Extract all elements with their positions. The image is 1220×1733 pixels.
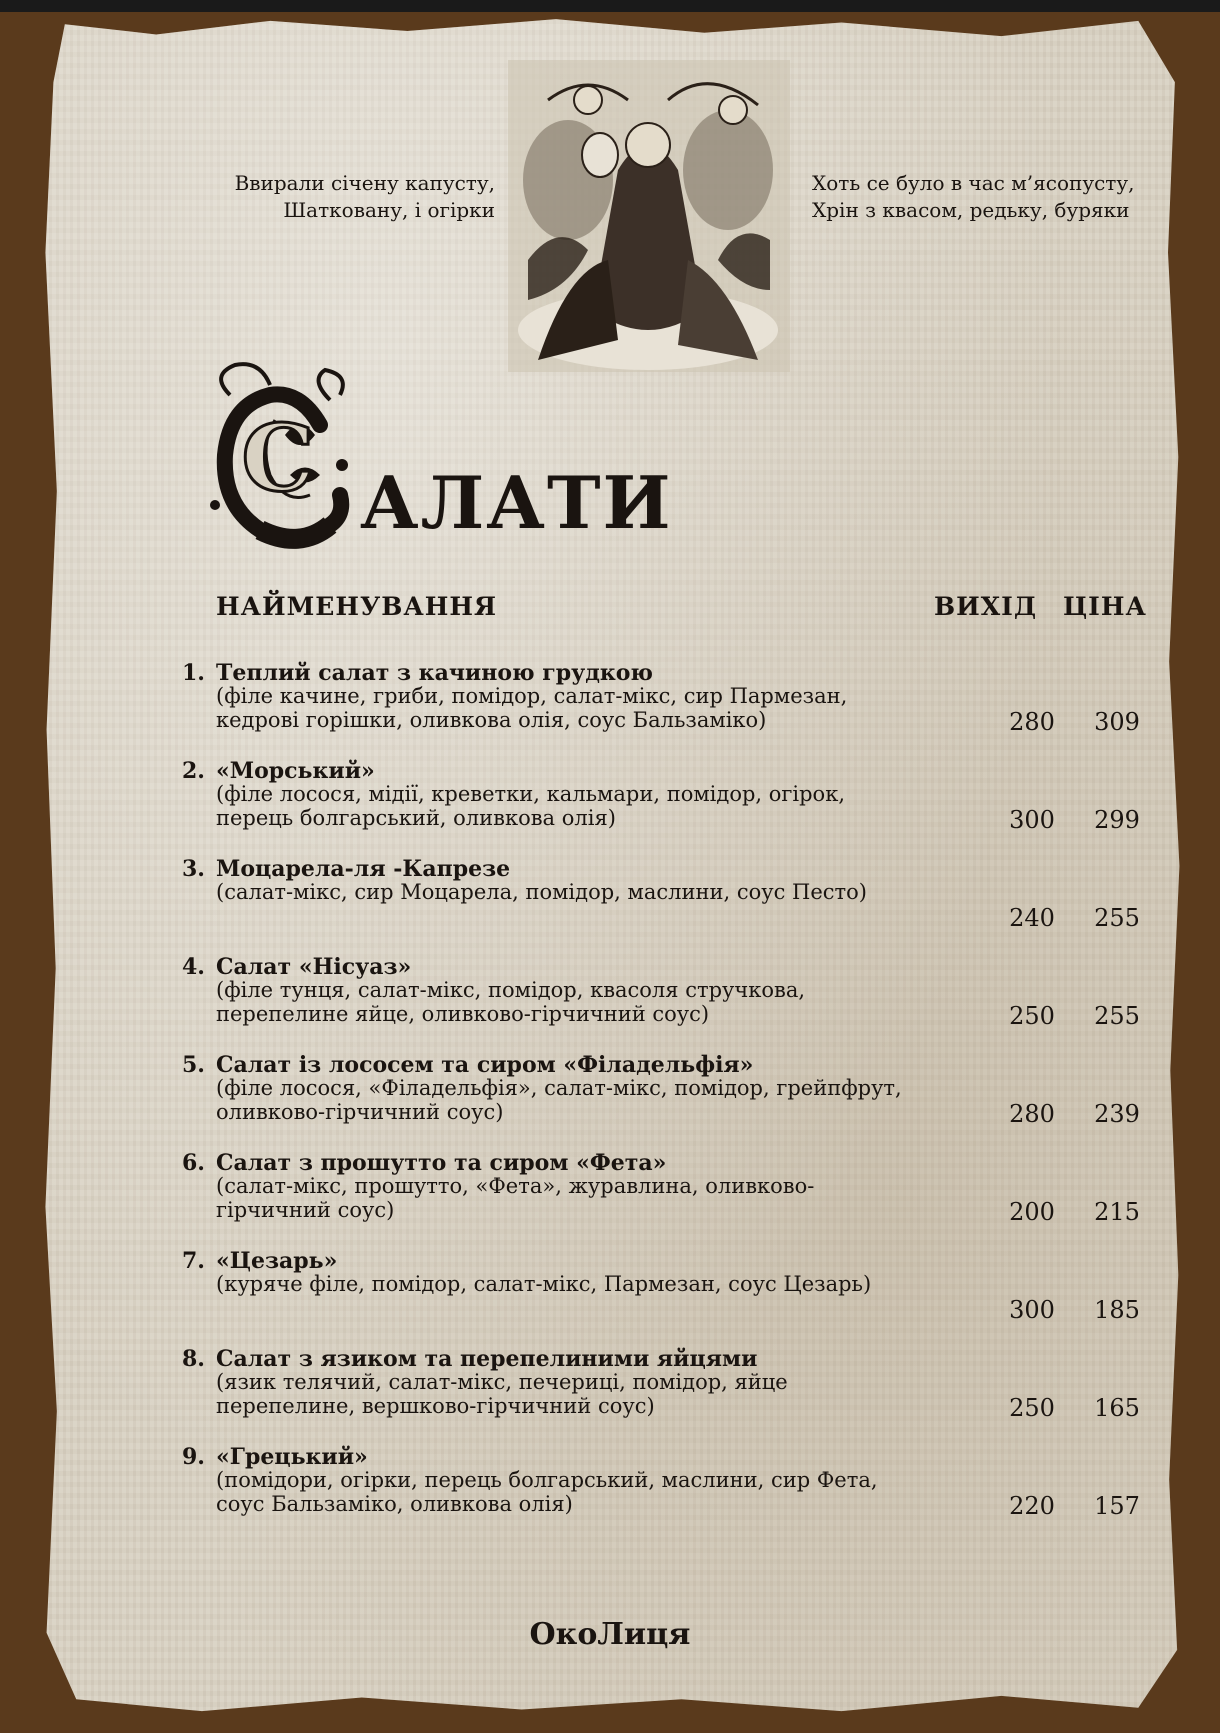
item-price: 309: [1094, 708, 1140, 736]
cossack-illustration: [508, 60, 790, 372]
title-text: АЛАТИ: [360, 460, 673, 545]
menu-item: [182, 1346, 1182, 1438]
menu-item: [182, 758, 1182, 850]
item-price: 157: [1094, 1492, 1140, 1520]
menu-item: [182, 660, 1182, 752]
epigraph-right-line-2: Хрін з квасом, редьку, буряки: [812, 198, 1130, 222]
item-description: (салат-мікс, прошутто, «Фета», журавлина, оливково-гірчичний соус): [216, 1174, 815, 1222]
item-number: 3.: [182, 856, 205, 882]
item-price: 185: [1094, 1296, 1140, 1324]
item-name: Салат «Нісуаз»: [216, 954, 412, 980]
item-price: 215: [1094, 1198, 1140, 1226]
column-header-name: НАЙМЕНУВАННЯ: [216, 592, 498, 621]
item-price: 255: [1094, 904, 1140, 932]
epigraph-left-line-1: Ввирали січену капусту,: [234, 171, 495, 195]
item-yield: 280: [1009, 1100, 1055, 1128]
item-name: Теплий салат з качиною грудкою: [216, 660, 653, 686]
page-title: [190, 355, 673, 555]
top-bar: [0, 0, 1220, 12]
item-name: Салат із лососем та сиром «Філадельфія»: [216, 1052, 754, 1078]
epigraph-left-line-2: Шатковану, і огірки: [283, 198, 495, 222]
item-price: 255: [1094, 1002, 1140, 1030]
item-yield: 250: [1009, 1002, 1055, 1030]
item-number: 7.: [182, 1248, 205, 1274]
epigraph-right: [812, 170, 1172, 224]
item-name: Салат з язиком та перепелиними яйцями: [216, 1346, 758, 1372]
item-number: 8.: [182, 1346, 205, 1372]
item-name: «Грецький»: [216, 1444, 368, 1470]
epigraph-left: [195, 170, 495, 224]
epigraph-right-line-1: Хоть се було в час м’ясопусту,: [812, 171, 1135, 195]
item-number: 9.: [182, 1444, 205, 1470]
item-yield: 250: [1009, 1394, 1055, 1422]
item-yield: 220: [1009, 1492, 1055, 1520]
item-number: 2.: [182, 758, 205, 784]
dropcap-letter: С: [241, 404, 315, 512]
item-number: 5.: [182, 1052, 205, 1078]
menu-item: [182, 1052, 1182, 1144]
item-name: «Цезарь»: [216, 1248, 338, 1274]
item-yield: 200: [1009, 1198, 1055, 1226]
item-price: 299: [1094, 806, 1140, 834]
column-header-yield: ВИХІД: [934, 592, 1038, 621]
item-description: (салат-мікс, сир Моцарела, помідор, маслини, соус Песто): [216, 880, 867, 904]
item-number: 6.: [182, 1150, 205, 1176]
item-name: Моцарела-ля -Капрезе: [216, 856, 511, 882]
menu-item: [182, 1150, 1182, 1242]
item-number: 1.: [182, 660, 205, 686]
item-description: (куряче філе, помідор, салат-мікс, Пармезан, соус Цезарь): [216, 1272, 872, 1296]
item-name: «Морський»: [216, 758, 375, 784]
item-number: 4.: [182, 954, 205, 980]
item-yield: 300: [1009, 1296, 1055, 1324]
item-yield: 240: [1009, 904, 1055, 932]
item-description: (філе качине, гриби, помідор, салат-мікс, сир Пармезан, кедрові горішки, оливкова олія, соус Бальзаміко): [216, 684, 848, 732]
item-description: (язик телячий, салат-мікс, печериці, помідор, яйце перепелине, вершково-гірчичний соус): [216, 1370, 788, 1418]
item-name: Салат з прошутто та сиром «Фета»: [216, 1150, 667, 1176]
menu-item: [182, 1444, 1182, 1536]
item-price: 165: [1094, 1394, 1140, 1422]
ornamental-dropcap: [190, 355, 360, 555]
column-header-price: ЦІНА: [1063, 592, 1147, 621]
item-description: (філе лосося, «Філадельфія», салат-мікс, помідор, грейпфрут, оливково-гірчичний соус): [216, 1076, 902, 1124]
item-yield: 280: [1009, 708, 1055, 736]
menu-item: [182, 954, 1182, 1046]
item-description: (філе тунця, салат-мікс, помідор, квасоля стручкова, перепелине яйце, оливково-гірчичний соус): [216, 978, 806, 1026]
menu-item: [182, 1248, 1182, 1340]
item-description: (філе лосося, мідії, креветки, кальмари, помідор, огірок, перець болгарський, оливкова олія): [216, 782, 846, 830]
item-description: (помідори, огірки, перець болгарський, маслини, сир Фета, соус Бальзаміко, оливкова олія): [216, 1468, 878, 1516]
item-price: 239: [1094, 1100, 1140, 1128]
menu-item: [182, 856, 1182, 948]
restaurant-logo: ОкоЛиця: [529, 1617, 691, 1652]
item-yield: 300: [1009, 806, 1055, 834]
